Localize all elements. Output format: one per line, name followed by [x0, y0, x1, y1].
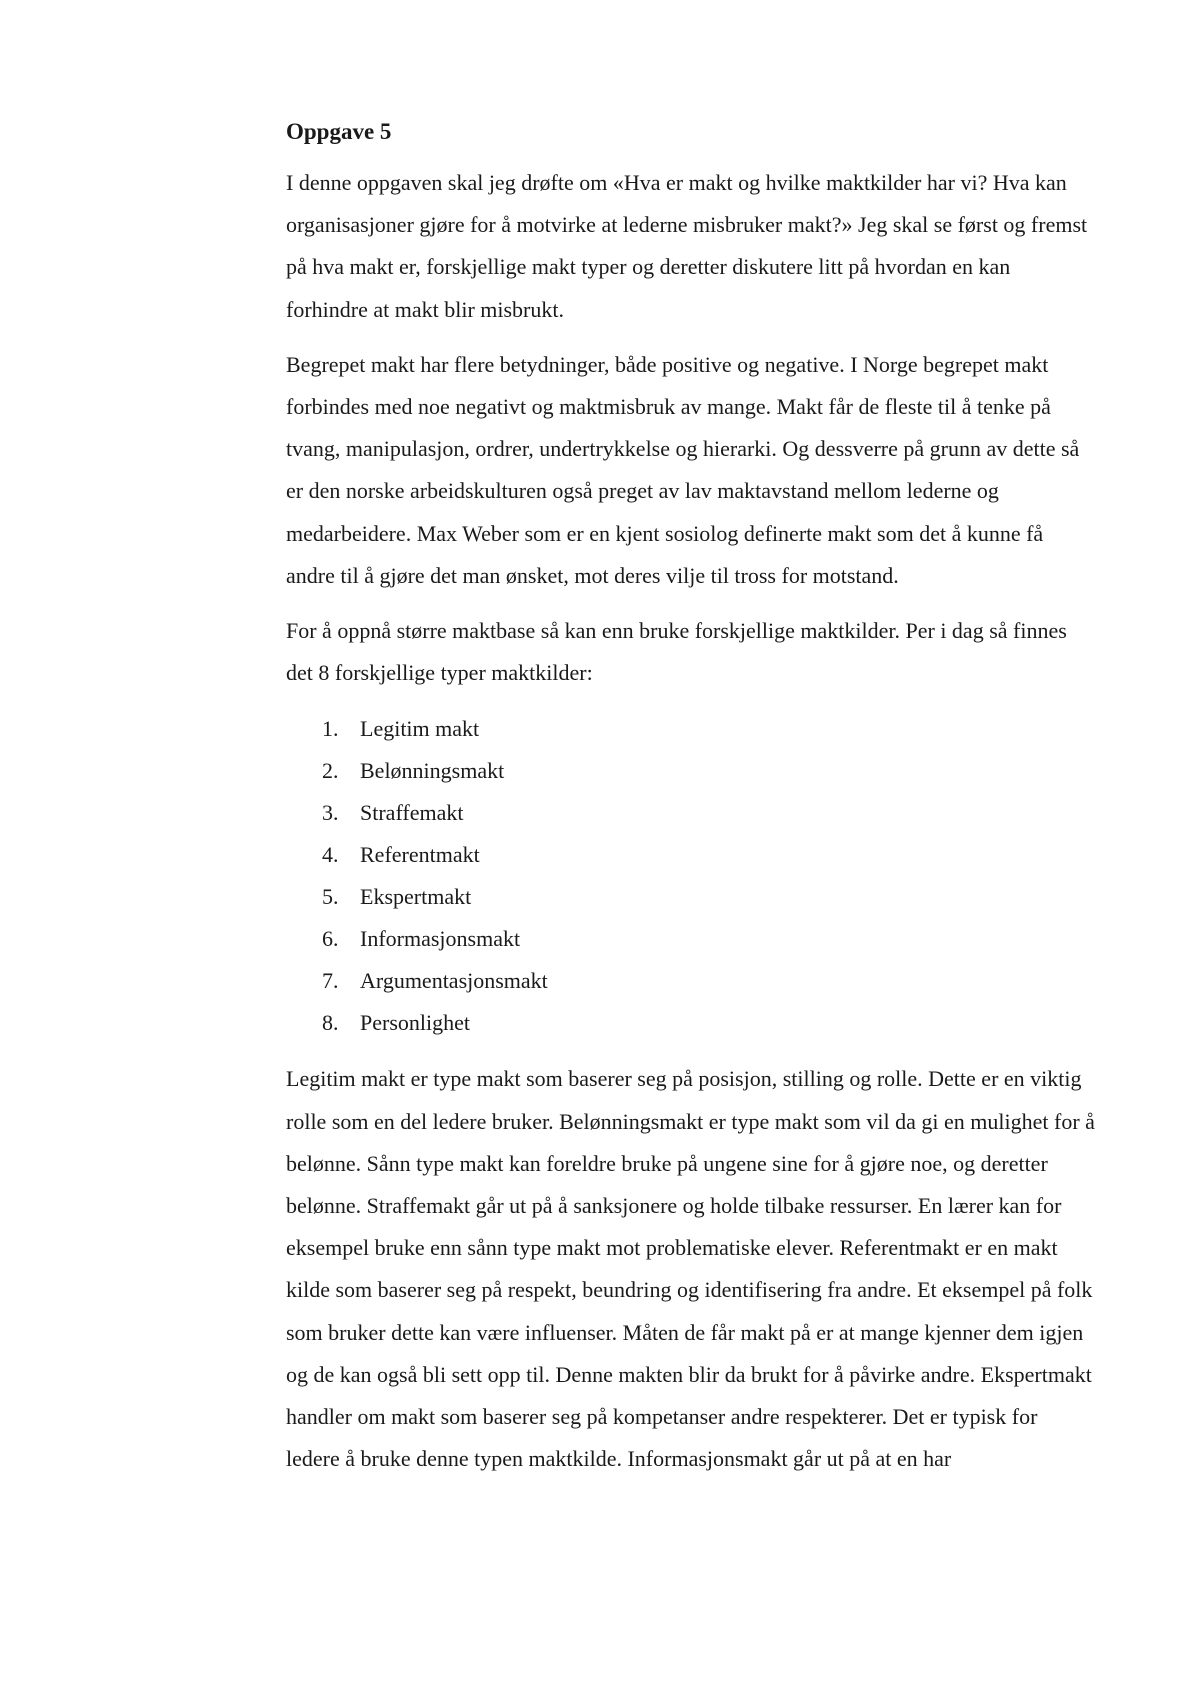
sources-intro-paragraph: For å oppnå større maktbase så kan enn bruke forskjellige maktkilder. Per i dag så finnes det 8 forskjellige typer maktkilder:: [286, 618, 1067, 686]
list-item: [286, 792, 1096, 834]
document-content: [286, 112, 1096, 1493]
intro-paragraph: I denne oppgaven skal jeg drøfte om «Hva er makt og hvilke maktkilder har vi? Hva kan organisasjoner gjøre for å motvirke at lederne misbruker makt?» Jeg skal se først og fremst på hva makt er, forskjellige makt typer og deretter diskutere litt på hvordan en kan forhindre at makt blir misbrukt.: [286, 170, 1088, 322]
list-item-number: 2.: [322, 758, 339, 784]
list-item: [286, 960, 1096, 1002]
list-item: [286, 1002, 1096, 1044]
power-types-paragraph: Legitim makt er type makt som baserer seg på posisjon, stilling og rolle. Dette er en viktig rolle som en del ledere bruker. Belønningsmakt er type makt som vil da gi en mulighet for å belønne. Sånn type makt kan foreldre bruke på ungene sine for å gjøre noe, og deretter belønne. Straffemakt går ut på å sanksjonere og holde tilbake ressurser. En lærer kan for eksempel bruke enn sånn type makt mot problematiske elever. Referentmakt er en makt kilde som baserer seg på respekt, beundring og identifisering fra andre. Et eksempel på folk som bruker dette kan være influenser. Måten de får makt på er at mange kjenner dem igjen og de kan også bli sett opp til. Denne makten blir da brukt for å påvirke andre. Ekspertmakt handler om makt som baserer seg på kompetanser andre respekterer. Det er typisk for ledere å bruke denne typen maktkilde. Informasjonsmakt går ut på at en har: [286, 1066, 1095, 1472]
list-item-number: 1.: [322, 716, 339, 742]
list-item: [286, 750, 1096, 792]
list-item-number: 5.: [322, 884, 339, 910]
list-item: [286, 834, 1096, 876]
list-item-text: Informasjonsmakt: [360, 926, 521, 952]
list-item-number: 3.: [322, 800, 339, 826]
list-item: [286, 708, 1096, 750]
list-item: [286, 918, 1096, 960]
list-item-text: Referentmakt: [360, 842, 480, 868]
list-item-number: 4.: [322, 842, 339, 868]
power-sources-list: [286, 708, 1096, 1044]
list-item-number: 6.: [322, 926, 339, 952]
list-item-number: 7.: [322, 968, 339, 994]
list-item-text: Argumentasjonsmakt: [360, 968, 548, 994]
list-item-text: Belønningsmakt: [360, 758, 505, 784]
definition-paragraph: Begrepet makt har flere betydninger, både positive og negative. I Norge begrepet makt forbindes med noe negativt og maktmisbruk av mange. Makt får de fleste til å tenke på tvang, manipulasjon, ordrer, undertrykkelse og hierarki. Og dessverre på grunn av dette så er den norske arbeidskulturen også preget av lav maktavstand mellom lederne og medarbeidere. Max Weber som er en kjent sosiolog definerte makt som det å kunne få andre til å gjøre det man ønsket, mot deres vilje til tross for motstand.: [286, 351, 1080, 588]
list-item-text: Legitim makt: [360, 716, 480, 742]
list-item-text: Personlighet: [360, 1010, 470, 1036]
list-item-text: Ekspertmakt: [360, 884, 472, 910]
list-item-number: 8.: [322, 1010, 339, 1036]
document-heading: Oppgave 5: [286, 119, 392, 144]
list-item-text: Straffemakt: [360, 800, 464, 826]
list-item: [286, 876, 1096, 918]
